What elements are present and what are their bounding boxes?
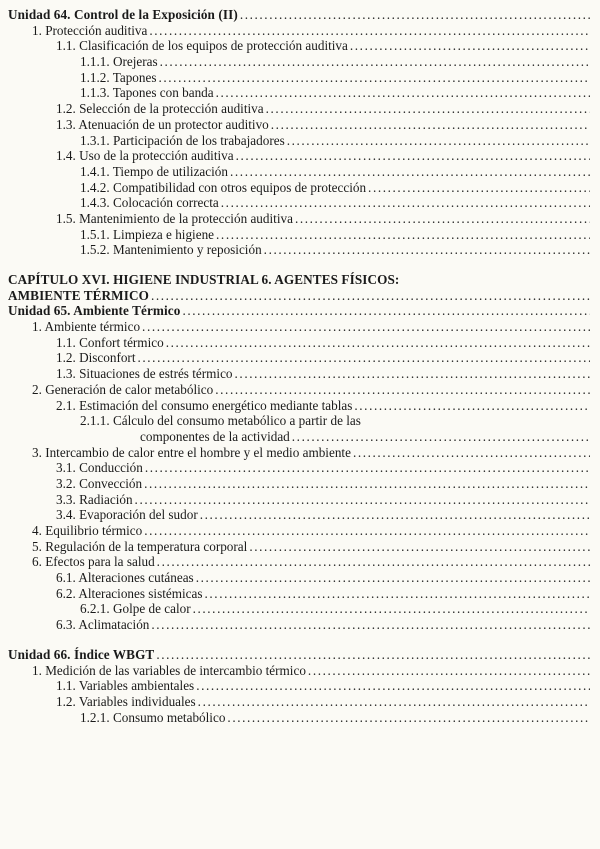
toc-entry-text: 5. Regulación de la temperatura corporal (32, 538, 248, 554)
toc-entry-text: 1.4.3. Colocación correcta (80, 195, 219, 211)
toc-entry (8, 133, 590, 149)
toc-entry (8, 460, 590, 476)
dot-leader (214, 85, 590, 101)
toc-entry (8, 413, 590, 429)
toc-entry-text: 1.1.2. Tapones (80, 69, 157, 85)
toc-entry-text: 1.5.2. Mantenimiento y reposición (80, 242, 262, 258)
dot-leader (285, 133, 590, 149)
toc-entry-text: Unidad 66. Índice WBGT (8, 646, 155, 662)
toc-entry (8, 398, 590, 414)
dot-leader (142, 476, 590, 492)
dot-leader (238, 7, 590, 23)
toc-entry (8, 507, 590, 523)
toc-entry (8, 180, 590, 196)
dot-leader (143, 460, 590, 476)
toc-entry-text: 3.2. Convección (56, 475, 143, 491)
toc-entry (8, 272, 590, 288)
dot-leader (191, 601, 590, 617)
toc-entry (8, 335, 590, 351)
dot-leader (135, 350, 590, 366)
dot-leader (142, 523, 590, 539)
toc-entry (8, 366, 590, 382)
toc-entry (8, 476, 590, 492)
toc-entry (8, 554, 590, 570)
toc-entry-text: Unidad 64. Control de la Exposición (II) (8, 7, 238, 22)
dot-leader (213, 382, 590, 398)
toc-entry (8, 539, 590, 555)
toc-entry (8, 164, 590, 180)
toc-entry-text: 1.1. Confort térmico (56, 334, 164, 350)
dot-leader (156, 70, 590, 86)
toc-entry (8, 54, 590, 70)
toc-entry (8, 617, 590, 633)
toc-entry-text: 1.5.1. Limpieza e higiene (80, 226, 215, 242)
toc-entry (8, 601, 590, 617)
toc-entry (8, 288, 590, 304)
dot-leader (196, 694, 590, 710)
toc-entry-text: 1.1. Clasificación de los equipos de protección auditiva (56, 38, 348, 54)
toc-entry (8, 303, 590, 319)
toc-entry-text: 1.5. Mantenimiento de la protección auditiva (56, 210, 293, 226)
toc-entry-text: Unidad 65. Ambiente Térmico (8, 303, 181, 319)
dot-leader (149, 288, 590, 304)
toc-entry-text: 3.3. Radiación (56, 491, 133, 507)
toc-entry-text: 1.4.2. Compatibilidad con otros equipos de protección (80, 179, 367, 195)
toc-list (8, 7, 590, 725)
toc-entry (8, 195, 590, 211)
toc-entry-text: 6. Efectos para la salud (32, 554, 155, 570)
toc-entry (8, 678, 590, 694)
toc-entry-text: 1.1.3. Tapones con banda (80, 85, 214, 101)
dot-leader (149, 617, 590, 633)
toc-entry-text: 6.2.1. Golpe de calor (80, 601, 191, 617)
toc-entry-text: 1. Medición de las variables de intercambio térmico (32, 662, 306, 678)
toc-entry-text: 1. Protección auditiva (32, 22, 148, 38)
dot-leader (269, 117, 590, 133)
dot-leader (306, 663, 590, 679)
toc-entry-text: 1. Ambiente térmico (32, 319, 141, 335)
dot-leader (233, 366, 590, 382)
toc-entry-text: 1.2.1. Consumo metabólico (80, 709, 226, 725)
toc-entry (8, 7, 590, 23)
toc-entry (8, 492, 590, 508)
toc-entry-text: 1.4.1. Tiempo de utilización (80, 163, 228, 179)
dot-leader (262, 242, 590, 258)
dot-leader (147, 23, 590, 39)
dot-leader (158, 54, 590, 70)
toc-entry (8, 663, 590, 679)
dot-leader (234, 148, 590, 164)
toc-entry (8, 227, 590, 243)
toc-entry-text: 2.1. Estimación del consumo energético mediante tablas (56, 397, 353, 413)
toc-entry-text: 4. Equilibrio térmico (32, 523, 143, 538)
toc-entry (8, 382, 590, 398)
dot-leader (352, 398, 590, 414)
dot-leader (203, 586, 591, 602)
toc-entry (8, 242, 590, 258)
dot-leader (214, 227, 590, 243)
toc-entry-text: 6.2. Alteraciones sistémicas (56, 585, 203, 601)
dot-leader (228, 164, 590, 180)
dot-leader (194, 678, 590, 694)
toc-entry-text: 6.3. Aclimatación (56, 617, 150, 633)
toc-entry (8, 586, 590, 602)
dot-leader (194, 570, 590, 586)
toc-entry-text: 6.1. Alteraciones cutáneas (56, 570, 194, 586)
toc-entry-text: componentes de la actividad (140, 428, 290, 444)
dot-leader (155, 554, 590, 570)
toc-entry (8, 23, 590, 39)
toc-entry-text: 1.3.1. Participación de los trabajadores (80, 132, 285, 148)
toc-entry-text: 1.3. Situaciones de estrés térmico (56, 366, 233, 382)
dot-leader (293, 211, 590, 227)
toc-entry (8, 70, 590, 86)
dot-leader (351, 445, 590, 461)
dot-leader (366, 180, 590, 196)
dot-leader (180, 303, 590, 319)
toc-entry (8, 429, 590, 445)
toc-entry (8, 85, 590, 101)
toc-entry (8, 319, 590, 335)
toc-entry-text: 1.4. Uso de la protección auditiva (56, 148, 234, 164)
dot-leader (154, 647, 590, 663)
toc-entry-text: 1.1.1. Orejeras (80, 54, 158, 70)
toc-entry-text: 3.1. Conducción (56, 460, 143, 476)
toc-entry-text: 1.2. Variables individuales (56, 693, 196, 709)
toc-entry (8, 445, 590, 461)
toc-entry-text: 2. Generación de calor metabólico (32, 381, 214, 397)
dot-leader (140, 319, 590, 335)
toc-entry (8, 694, 590, 710)
toc-entry-text: 1.2. Disconfort (56, 350, 136, 366)
toc-entry-text: 1.3. Atenuación de un protector auditivo (56, 116, 269, 132)
toc-entry-text: 2.1.1. Cálculo del consumo metabólico a partir de las (80, 413, 361, 429)
dot-leader (219, 195, 590, 211)
dot-leader (290, 429, 590, 445)
dot-leader (264, 101, 590, 117)
dot-leader (348, 38, 590, 54)
dot-leader (133, 492, 590, 508)
toc-entry-text: AMBIENTE TÉRMICO (8, 287, 149, 303)
toc-entry (8, 523, 590, 539)
toc-entry (8, 38, 590, 54)
toc-entry-text: 1.1. Variables ambientales (56, 678, 195, 694)
toc-entry-text: 3.4. Evaporación del sudor (56, 507, 198, 523)
toc-entry (8, 710, 590, 726)
toc-entry-text: CAPÍTULO XVI. HIGIENE INDUSTRIAL 6. AGENTES FÍSICOS: (8, 272, 400, 287)
dot-leader (198, 507, 590, 523)
toc-entry (8, 350, 590, 366)
toc-entry (8, 211, 590, 227)
dot-leader (247, 539, 590, 555)
toc-entry (8, 117, 590, 133)
toc-entry-text: 3. Intercambio de calor entre el hombre y el medio ambiente (32, 444, 351, 460)
toc-entry-text: 1.2. Selección de la protección auditiva (56, 101, 264, 117)
toc-entry (8, 148, 590, 164)
toc-entry (8, 647, 590, 663)
dot-leader (225, 710, 590, 726)
toc-entry (8, 101, 590, 117)
toc-entry (8, 570, 590, 586)
dot-leader (164, 335, 590, 351)
